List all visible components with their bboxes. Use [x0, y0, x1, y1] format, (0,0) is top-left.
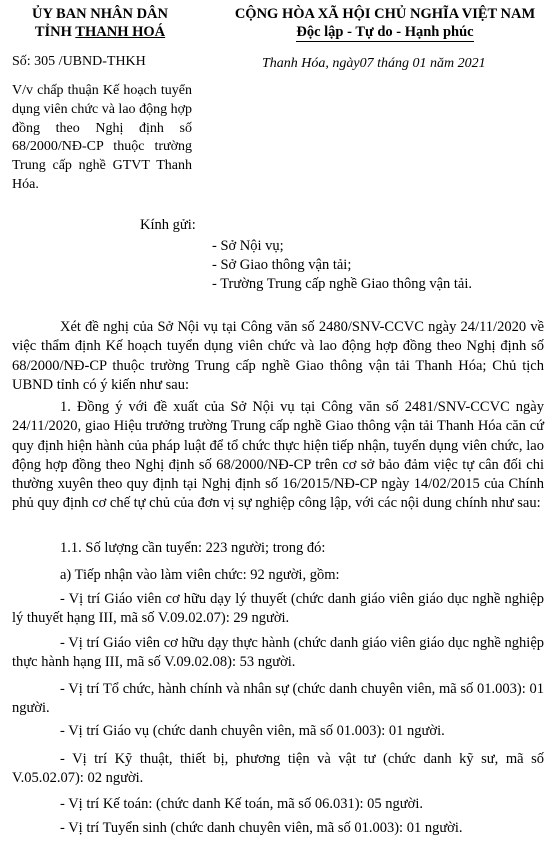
document-date: Thanh Hóa, ngày07 tháng 01 năm 2021 — [262, 56, 486, 71]
nation-name: CỘNG HÒA XÃ HỘI CHỦ NGHĨA VIỆT NAM — [234, 6, 536, 22]
paragraph-1-1: 1.1. Số lượng cần tuyển: 223 người; trong đó: — [60, 540, 326, 556]
issuing-authority — [0, 0, 200, 41]
recipient-item: - Sở Giao thông vận tải; — [212, 257, 352, 273]
list-item: - Vị trí Kế toán: (chức danh Kế toán, mã số 06.031): 05 người. — [60, 796, 423, 812]
list-item: - Vị trí Kỹ thuật, thiết bị, phương tiện và vật tư (chức danh kỹ sư, mã số V.05.02.07): 02 người. — [12, 751, 544, 787]
recipient-item: - Trường Trung cấp nghề Giao thông vận tải. — [212, 276, 473, 292]
authority-province: THANH HOÁ — [75, 24, 166, 40]
list-item: - Vị trí Giáo vụ (chức danh chuyên viên, mã số 01.003): 01 người. — [60, 723, 445, 739]
recipient-item: - Sở Nội vụ; — [212, 238, 284, 254]
authority-line-2 — [0, 23, 200, 41]
nation-motto: Độc lập - Tự do - Hạnh phúc — [296, 24, 474, 40]
list-item: - Vị trí Tổ chức, hành chính và nhân sự (chức danh chuyên viên, mã số 01.003): 01 người. — [12, 681, 544, 717]
document-subject: V/v chấp thuận Kế hoạch tuyển dụng viên chức và lao động hợp đồng theo Nghị định số 68/2000/NĐ-CP thuộc trường Trung cấp nghề GTVT Thanh Hóa. — [12, 83, 192, 192]
greeting: Kính gửi: — [140, 217, 196, 233]
document-number: Số: 305 /UBND-THKH — [12, 54, 146, 69]
authority-line-1: ỦY BAN NHÂN DÂN — [31, 6, 168, 22]
list-item: - Vị trí Giáo viên cơ hữu dạy lý thuyết (chức danh giáo viên giáo dục nghề nghiệp lý thuyết hạng III, mã số V.09.02.07): 29 người. — [12, 591, 544, 627]
intro-paragraph: Xét đề nghị của Sở Nội vụ tại Công văn số 2480/SNV-CCVC ngày 24/11/2020 về việc thẩm định Kế hoạch tuyển dụng viên chức và lao động hợp đồng theo Nghị định số 68/2000/NĐ-CP thuộc trường Trung cấp nghề Giao thông vận tải Thanh Hóa; Chủ tịch UBND tỉnh có ý kiến như sau: — [12, 319, 544, 393]
list-item: - Vị trí Tuyển sinh (chức danh chuyên viên, mã số 01.003): 01 người. — [60, 820, 463, 836]
paragraph-1: 1. Đồng ý với đề xuất của Sở Nội vụ tại Công văn số 2481/SNV-CCVC ngày 24/11/2020, giao Hiệu trưởng trường Trung cấp nghề Giao thông vận tải Thanh Hóa căn cứ quy định hiện hành của pháp luật để tổ chức thực hiện tiếp nhận, tuyển dụng viên chức, lao động hợp đồng theo Nghị định số 68/2000/NĐ-CP trên cơ sở bảo đảm việc tự cân đối chi thường xuyên theo quy định tại Nghị định số 16/2015/NĐ-CP ngày 14/02/2015 của Chính phủ quy định cơ chế tự chủ của đơn vị sự nghiệp công lập, với các nội dung chính như sau: — [12, 399, 544, 512]
national-title — [210, 0, 560, 42]
list-item: - Vị trí Giáo viên cơ hữu dạy thực hành (chức danh giáo viên giáo dục nghề nghiệp thực hành hạng III, mã số V.09.02.08): 53 người. — [12, 635, 544, 671]
authority-prefix: TỈNH — [34, 24, 76, 40]
paragraph-a: a) Tiếp nhận vào làm viên chức: 92 người, gồm: — [60, 567, 340, 583]
